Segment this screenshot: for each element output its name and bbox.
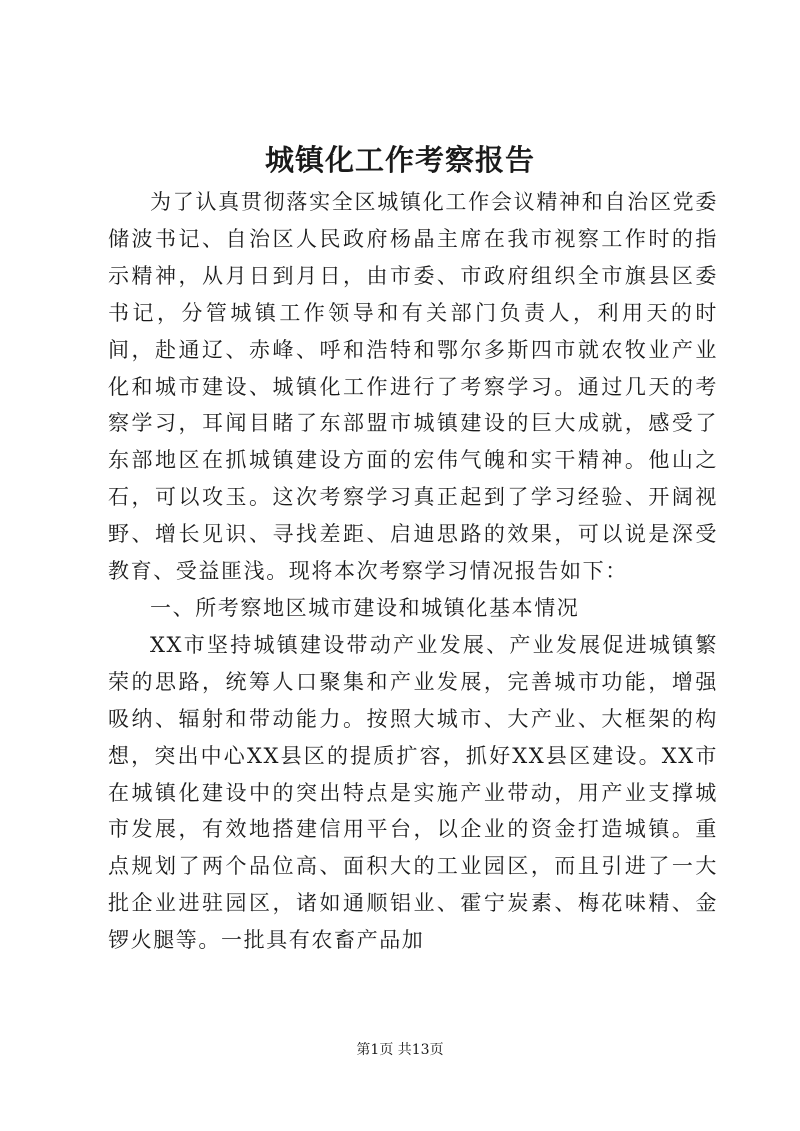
- page-number-footer: 第1页 共13页: [356, 1042, 444, 1058]
- document-body: [108, 184, 718, 959]
- page-title: 城镇化工作考察报告: [264, 143, 535, 177]
- paragraph-body: XX市坚持城镇建设带动产业发展、产业发展促进城镇繁荣的思路，统筹人口聚集和产业发展，完善城市功能，增强吸纳、辐射和带动能力。按照大城市、大产业、大框架的构想，突出中心XX县区的提质扩容，抓好XX县区建设。XX市在城镇化建设中的突出特点是实施产业带动，用产业支撑城市发展，有效地搭建信用平台，以企业的资金打造城镇。重点规划了两个品位高、面积大的工业园区，而且引进了一大批企业进驻园区，诸如通顺铝业、霍宁炭素、梅花味精、金锣火腿等。一批具有农畜产品加: [108, 632, 718, 953]
- paragraph-intro: 为了认真贯彻落实全区城镇化工作会议精神和自治区党委储波书记、自治区人民政府杨晶主席在我市视察工作时的指示精神，从月日到月日，由市委、市政府组织全市旗县区委书记，分管城镇工作领导和有关部门负责人，利用天的时间，赴通辽、赤峰、呼和浩特和鄂尔多斯四市就农牧业产业化和城市建设、城镇化工作进行了考察学习。通过几天的考察学习，耳闻目睹了东部盟市城镇建设的巨大成就，感受了东部地区在抓城镇建设方面的宏伟气魄和实干精神。他山之石，可以攻玉。这次考察学习真正起到了学习经验、开阔视野、增长见识、寻找差距、启迪思路的效果，可以说是深受教育、受益匪浅。现将本次考察学习情况报告如下：: [108, 190, 718, 584]
- section-heading: 一、所考察地区城市建设和城镇化基本情况: [150, 595, 580, 620]
